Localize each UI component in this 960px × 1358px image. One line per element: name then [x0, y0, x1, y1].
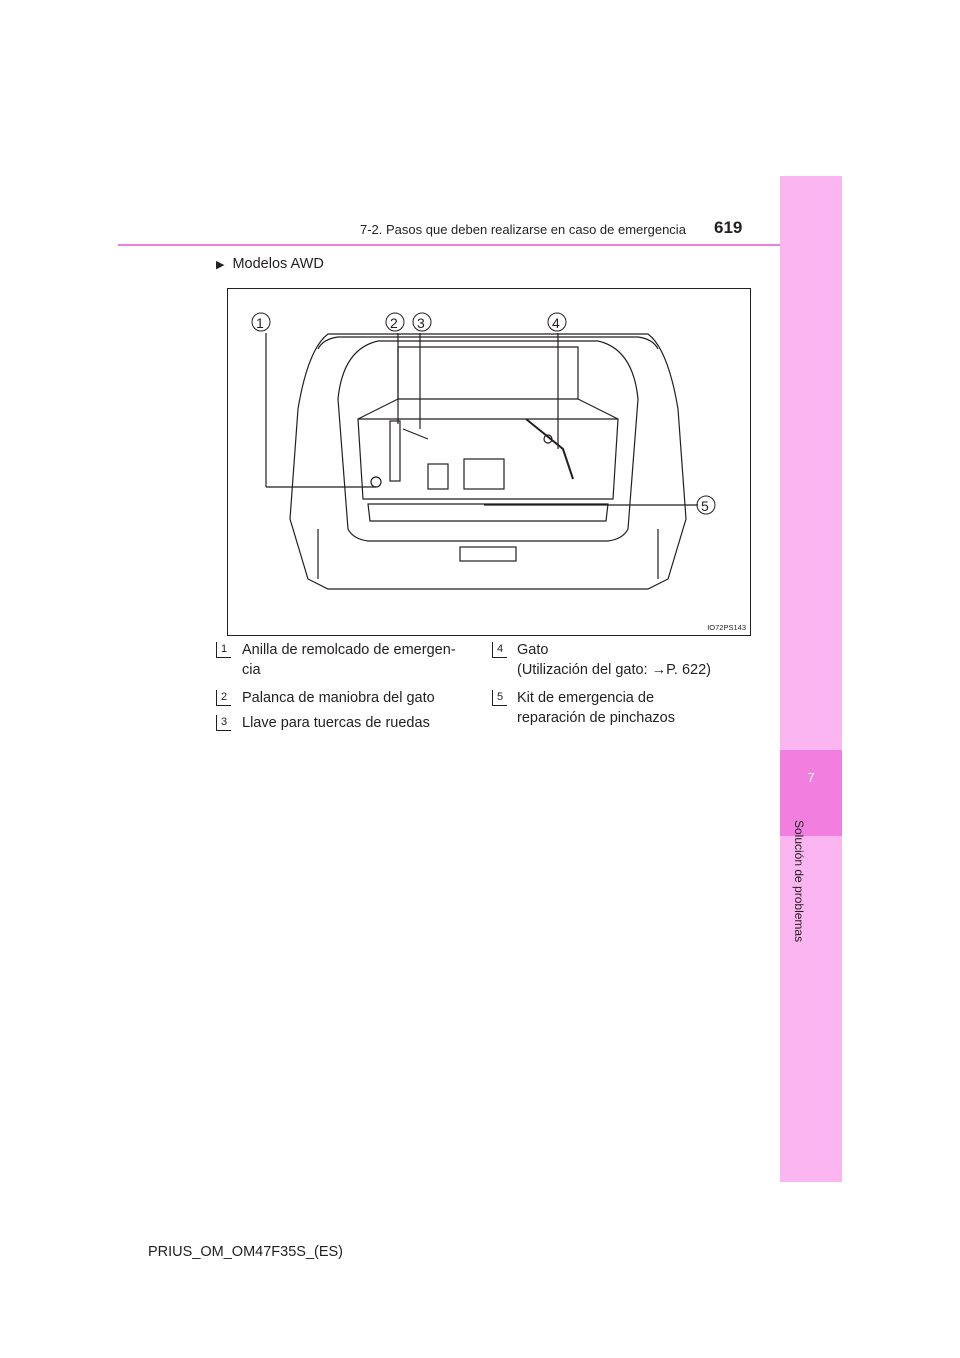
callout-4: 4: [552, 315, 560, 331]
legend-badge-2: 2: [216, 690, 231, 706]
callout-1: 1: [256, 315, 264, 331]
trunk-illustration: [227, 288, 751, 636]
legend-text-1b: cia: [242, 662, 261, 678]
legend-item-3: Llave para tuercas de ruedas: [242, 715, 430, 731]
legend-badge-5: 5: [492, 690, 507, 706]
legend-item-2: Palanca de maniobra del gato: [242, 690, 435, 706]
legend-item-5: [517, 688, 675, 728]
page-number: 619: [714, 218, 743, 237]
legend-text-5b: reparación de pinchazos: [517, 710, 675, 726]
section-label: [216, 256, 324, 272]
section-header-title: 7-2. Pasos que deben realizarse en caso de emergencia: [360, 222, 686, 237]
legend-badge-1: 1: [216, 642, 231, 658]
footer-doc-id: PRIUS_OM_OM47F35S_(ES): [148, 1244, 344, 1260]
trunk-drawing: [228, 289, 750, 635]
legend-text-5: Kit de emergencia de: [517, 690, 655, 706]
legend-badge-3: 3: [216, 715, 231, 731]
callout-2: 2: [390, 315, 398, 331]
callout-3: 3: [417, 315, 425, 331]
triangle-bullet-icon: ▶: [216, 259, 225, 271]
chapter-side-tab: [780, 176, 842, 1182]
section-label-text: Modelos AWD: [232, 256, 324, 272]
figure-code: IO72PS143: [707, 623, 746, 632]
legend-item-1: [242, 640, 456, 680]
legend-badge-4: 4: [492, 642, 507, 658]
legend-item-4: [517, 640, 711, 680]
legend-text-1: Anilla de remolcado de emergen-: [242, 642, 456, 658]
header-rule: [118, 244, 780, 246]
chapter-number: 7: [807, 770, 815, 785]
callout-5: 5: [701, 498, 709, 514]
chapter-title: Solución de problemas: [792, 820, 806, 943]
legend-text-4b: (Utilización del gato: →P. 622): [517, 662, 711, 678]
legend-text-4: Gato: [517, 642, 549, 658]
